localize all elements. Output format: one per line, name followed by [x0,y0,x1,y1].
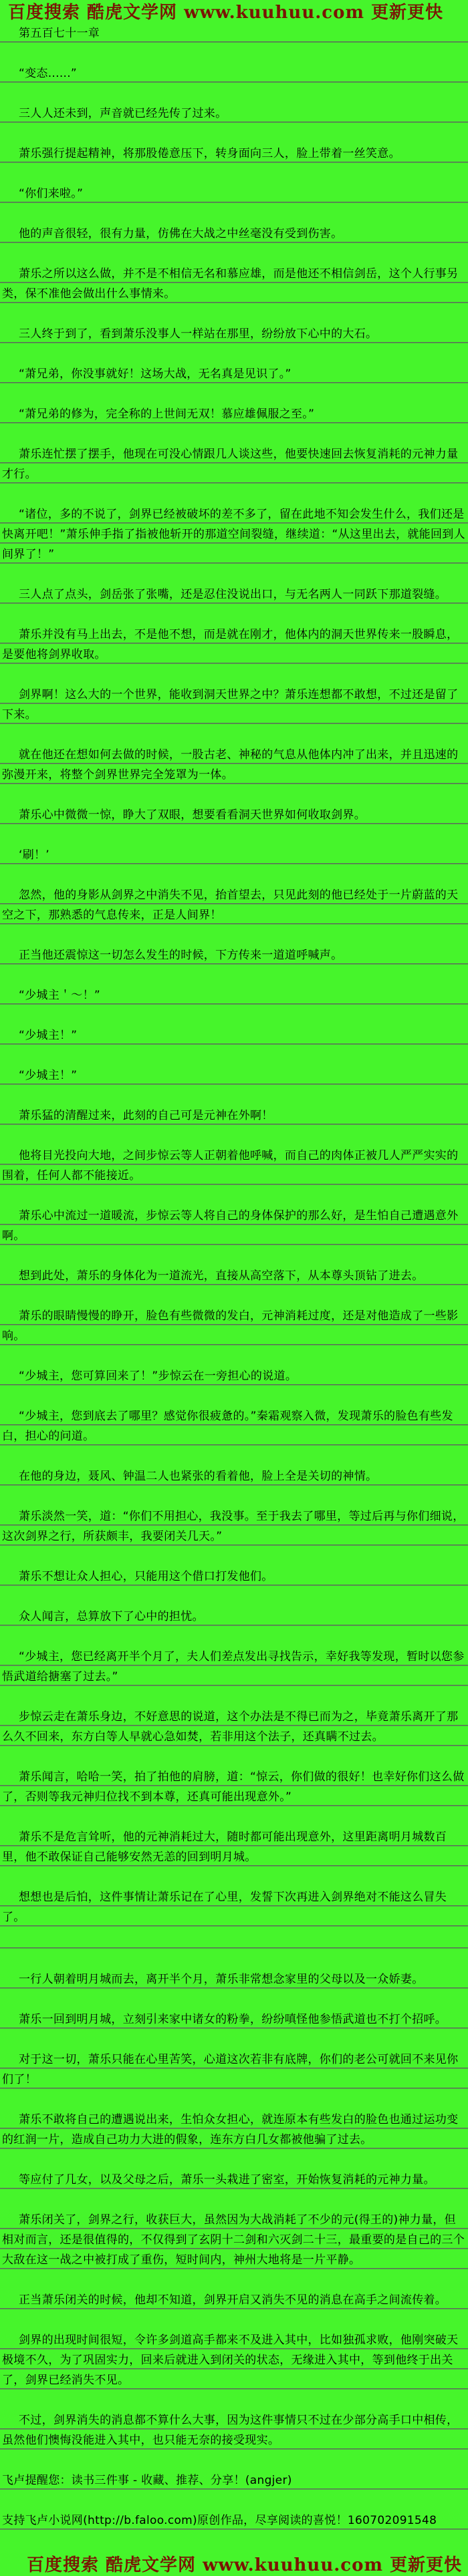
paragraph: “你们来啦。” [0,184,468,204]
paragraph: 剑界的出现时间很短，令许多剑道高手都来不及进入其中，比如独孤求败，他刚突破天极境不久，为了巩固实力，回来后就进入到闭关的状态，无缘进入其中，等到他终于出关了，剑界已经消失不见。 [0,2330,468,2390]
paragraph: 对于这一切，萧乐只能在心里苦笑，心道这次若非有底牌，你们的老公可就回不来见你们了！ [0,2050,468,2090]
paragraph: 萧乐猛的清醒过来，此刻的自己可是元神在外啊！ [0,1106,468,1126]
paragraph: 想到此处，萧乐的身体化为一道流光，直接从高空落下，从本尊头顶钻了进去。 [0,1266,468,1286]
paragraph: “少城主！” [0,1066,468,1086]
paragraph [0,1929,468,1949]
paragraph: 等应付了几女，以及父母之后，萧乐一头栽进了密室，开始恢复消耗的元神力量。 [0,2170,468,2190]
paragraph: 三人终于到了，看到萧乐没事人一样站在那里，纷纷放下心中的大石。 [0,324,468,344]
paragraph: “少城主＇～！” [0,985,468,1005]
paragraph: 不过，剑界消失的消息都不算什么大事，因为这件事情只不过在少部分高手口中相传，虽然他们懊悔没能进入其中，也只能无奈的接受现实。 [0,2410,468,2450]
support-line: 支持飞卢小说网(http://b.faloo.com)原创作品，尽享阅读的喜悦！160702091548 [0,2511,468,2531]
paragraph: 想想也是后怕，这件事情让萧乐记在了心里，发誓下次再进入剑界绝对不能这么冒失了。 [0,1887,468,1927]
top-site-banner: 百度搜索 酷虎文学网 www.kuuhuu.com 更新更快 [8,3,444,23]
paragraph: 剑界啊！这么大的一个世界，能收到洞天世界之中？萧乐连想都不敢想，不过还是留了下来。 [0,685,468,725]
paragraph: 萧乐并没有马上出去，不是他不想，而是就在刚才，他体内的洞天世界传来一股瞬息，是要他将剑界收取。 [0,625,468,665]
paragraph: 忽然，他的身影从剑界之中消失不见，抬首望去，只见此刻的他已经处于一片蔚蓝的天空之下，那熟悉的气息传来，正是人间界！ [0,885,468,925]
paragraph: 萧乐闭关了，剑界之行，收获巨大，虽然因为大战消耗了不少的元(得王的)神力量，但相对而言，还是很值得的，不仅得到了玄阴十二剑和六灭剑二十三，最重要的是自己的三个大敌在这一战之中被打成了重伤，短时间内，神州大地将是一片平静。 [0,2210,468,2270]
paragraph: “变态......” [0,63,468,84]
paragraph: 他将目光投向大地，之间步惊云等人正朝着他呼喊，而自己的肉体正被几人严严实实的围着，任何人都不能接近。 [0,1146,468,1186]
paragraph: 步惊云走在萧乐身边，不好意思的说道，这个办法是不得已而为之，毕竟萧乐离开了那么久不回来，东方白等人早就心急如焚，若非用这个法子，还真瞒不过去。 [0,1707,468,1747]
paragraph: 萧乐心中微微一惊，睁大了双眼，想要看看洞天世界如何收取剑界。 [0,805,468,825]
paragraph: 就在他还在想如何去做的时候，一股古老、神秘的气息从他体内冲了出来，并且迅速的弥漫开来，将整个剑界世界完全笼罩为一体。 [0,745,468,785]
paragraph: 在他的身边，聂风、钟温二人也紧张的看着他，脸上全是关切的神情。 [0,1466,468,1486]
paragraph: 正当他还震惊这一切怎么发生的时候，下方传来一道道呼喊声。 [0,945,468,965]
bottom-site-banner: 百度搜索 酷虎文学网 www.kuuhuu.com 更新更快 [27,2555,463,2575]
paragraph: 他的声音很轻，很有力量，仿佛在大战之中丝毫没有受到伤害。 [0,224,468,244]
paragraph: 萧乐不是危言耸听，他的元神消耗过大，随时都可能出现意外，这里距离明月城数百里，他不敢保证自己能够安然无恙的回到明月城。 [0,1827,468,1867]
chapter-body [0,63,468,2531]
paragraph: “萧兄弟的修为，完全称的上世间无双！慕应雄佩服之至。” [0,404,468,424]
paragraph: 萧乐淡然一笑，道：“你们不用担心，我没事。至于我去了哪里，等过后再与你们细说，这次剑界之行，所获颇丰，我要闭关几天。” [0,1506,468,1547]
paragraph: 萧乐强行提起精神，将那股倦意压下，转身面向三人，脸上带着一丝笑意。 [0,144,468,164]
paragraph: 众人闻言，总算放下了心中的担忧。 [0,1607,468,1627]
paragraph: “少城主，您可算回来了！”步惊云在一旁担心的说道。 [0,1366,468,1386]
paragraph: “诸位，多的不说了，剑界已经被破坏的差不多了，留在此地不知会发生什么，我们还是快离开吧！”萧乐伸手指了指被他斩开的那道空间裂缝，继续道：“从这里出去，就能回到人间界了！” [0,504,468,565]
paragraph: 正当萧乐闭关的时候，他却不知道，剑界开启又消失不见的消息在高手之间流传着。 [0,2290,468,2310]
paragraph: “萧兄弟，你没事就好！这场大战，无名真是见识了。” [0,364,468,384]
paragraph: 萧乐一回到明月城，立刻引来家中诸女的粉拳，纷纷嗔怪他参悟武道也不打个招呼。 [0,2009,468,2030]
paragraph: 萧乐不敢将自己的遭遇说出来，生怕众女担心，就连原本有些发白的脸色也通过运功变的红润一片，造成自己功力大进的假象，连东方白几女都被他骗了过去。 [0,2110,468,2150]
chapter-title: 第五百七十一章 [0,23,468,43]
paragraph: 萧乐不想让众人担心，只能用这个借口打发他们。 [0,1567,468,1587]
paragraph: 一行人朝着明月城而去，离开半个月，萧乐非常想念家里的父母以及一众娇妻。 [0,1969,468,1989]
paragraph: 三人人还未到，声音就已经先传了过来。 [0,104,468,124]
paragraph: ‘刷！’ [0,845,468,865]
paragraph: 萧乐心中流过一道暖流，步惊云等人将自己的身体保护的那么好，是生怕自己遭遇意外啊。 [0,1206,468,1246]
paragraph: 萧乐闻言，哈哈一笑，拍了拍他的肩膀，道：“惊云，你们做的很好！也幸好你们这么做了，否则等我元神归位找不到本尊，还真可能出现意外。” [0,1767,468,1807]
paragraph: 萧乐的眼睛慢慢的睁开，脸色有些微微的发白，元神消耗过度，还是对他造成了一些影响。 [0,1306,468,1346]
paragraph: 萧乐之所以这么做，并不是不相信无名和慕应雄，而是他还不相信剑岳，这个人行事另类，保不准他会做出什么事情来。 [0,264,468,304]
paragraph: 萧乐连忙摆了摆手，他现在可没心情跟几人谈这些，他要快速回去恢复消耗的元神力量才行。 [0,444,468,484]
paragraph: “少城主，您到底去了哪里？感觉你很疲惫的。”秦霜观察入微，发现萧乐的脸色有些发白，担心的问道。 [0,1406,468,1446]
reminder-line: 飞卢提醒您：读书三件事 - 收藏、推荐、分享！(angjer) [0,2470,468,2490]
paragraph: 三人点了点头，剑岳张了张嘴，还是忍住没说出口，与无名两人一同跃下那道裂缝。 [0,585,468,605]
paragraph: “少城主，您已经离开半个月了，夫人们差点发出寻找告示，幸好我等发现，暂时以您参悟武道给搪塞了过去。” [0,1647,468,1687]
paragraph: “少城主！” [0,1025,468,1045]
